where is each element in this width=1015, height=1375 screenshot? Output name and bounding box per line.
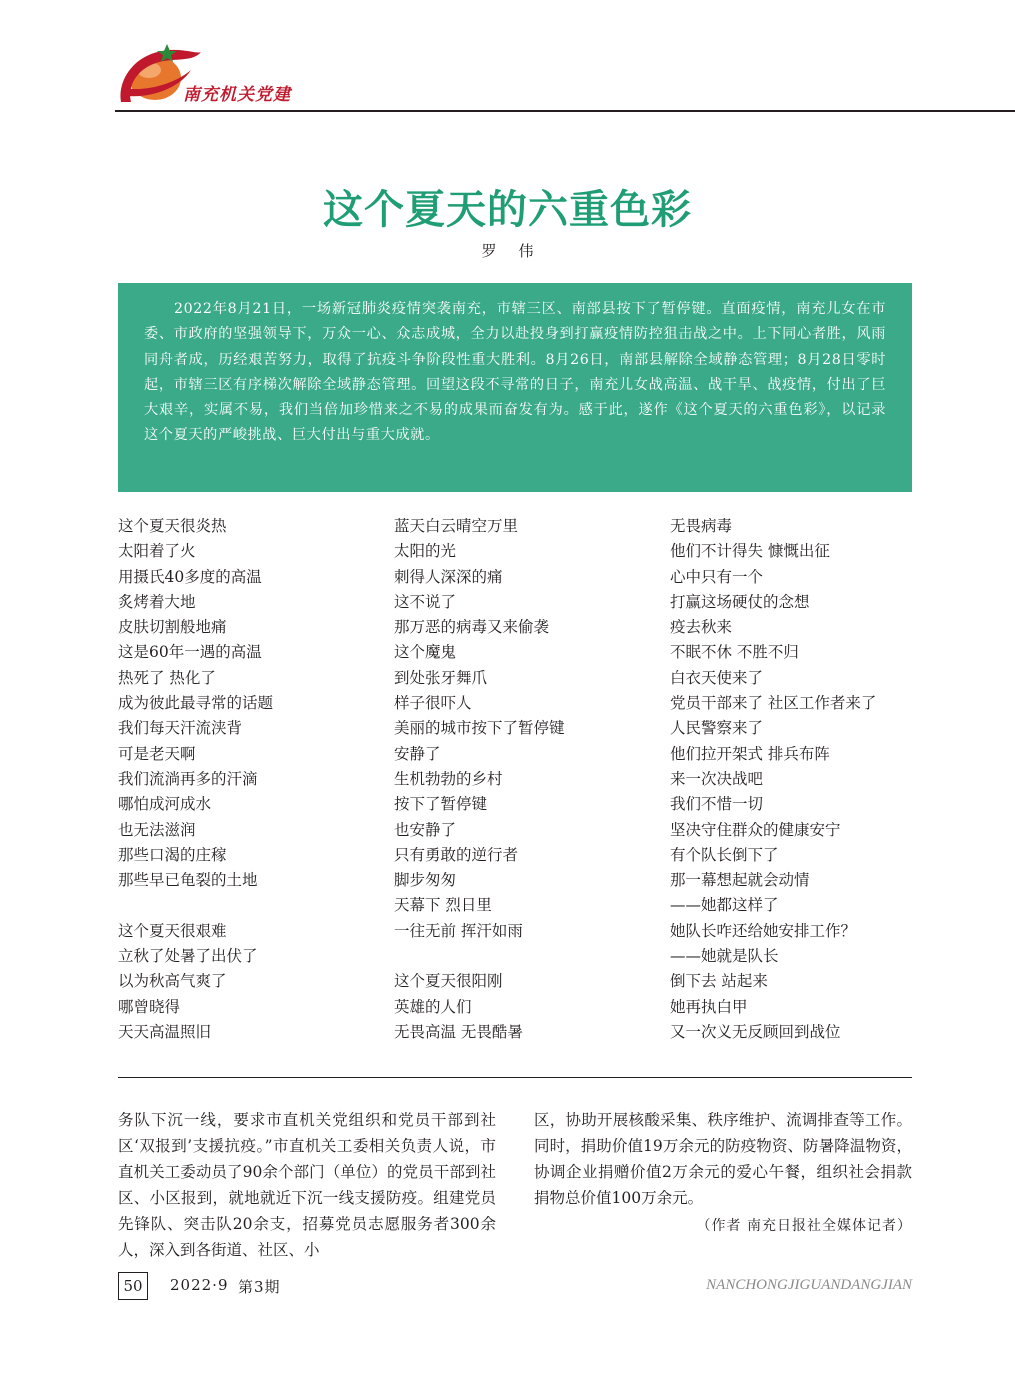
poem-line: 他们不计得失 慷慨出征 [670,542,830,561]
poem-line: 我们不惜一切 [670,795,764,814]
poem-line: 炙烤着大地 [118,592,196,611]
poem-line: 那万恶的病毒又来偷袭 [394,618,550,637]
poem-line: ——她都这样了 [670,896,779,915]
article-author: 罗伟 [481,242,556,260]
poem-line: 我们流淌再多的汗滴 [118,769,258,788]
poem-line: 我们每天汗流浃背 [118,719,243,738]
poem-line: 又一次义无反顾回到战位 [670,1022,841,1041]
poem-line: ——她就是队长 [670,947,779,966]
poem-line: 有个队长倒下了 [670,845,779,864]
body-paragraph: 务队下沉一线，要求市直机关党组织和党员干部到社区‘双报到’支援抗疫。”市直机关工委相关负责人说，市直机关工委动员了90余个部门（单位）的党员干部到社区、小区报到，就地就近下沉一线支援防疫。组建党员先锋队、突击队20余支，招募党员志愿服务者300余人，深入到各街道、社区、小 [118,1111,496,1259]
poem-line: 立秋了处暑了出伏了 [118,947,258,966]
poem-line: 他们拉开架式 排兵布阵 [670,744,830,763]
poem-line: 美丽的城市按下了暂停键 [394,719,565,738]
poem-line: 这个夏天很艰难 [118,921,227,940]
poem-line: 人民警察来了 [670,719,764,738]
body-paragraph: 区，协助开展核酸采集、秩序维护、流调排查等工作。同时，捐助价值19万余元的防疫物资、防暑降温物资，协调企业捐赠价值2万余元的爱心午餐，组织社会捐款捐物总价值100万余元。 [534,1111,912,1207]
poem-line: 这个夏天很炎热 [118,517,227,535]
poem-line: 也无法滋润 [118,820,196,839]
poem-line: 她再执白甲 [670,997,748,1016]
poem-line: 她队长咋还给她安排工作？ [670,921,857,940]
poem-line: 这个魔鬼 [394,643,457,662]
page-footer [118,1272,912,1300]
page-number: 50 [118,1272,148,1300]
article-title: 这个夏天的六重色彩 [323,186,692,233]
poem-line: 天幕下 烈日里 [394,896,492,915]
poem-line: 蓝天白云晴空万里 [394,517,519,535]
poem-line: 用摄氏40多度的高温 [118,567,262,586]
poem-line: 可是老天啊 [118,744,196,763]
poem-line: 那些早已龟裂的土地 [118,871,258,890]
poem-line: 成为彼此最寻常的话题 [118,694,274,713]
body-column-right [534,1107,912,1239]
poem-line: 疫去秋来 [670,618,733,637]
issue-date: 2022·9 [170,1276,229,1294]
magazine-name: 南充机关党建 [183,85,291,105]
poem-line: 刺得人深深的痛 [394,567,503,586]
poem-line: 倒下去 站起来 [670,972,768,991]
poem-line: 那一幕想起就会动情 [670,871,810,890]
poem-line: 样子很吓人 [394,694,472,713]
page-header [115,40,1015,115]
poem-line: 打赢这场硬仗的念想 [670,592,810,611]
poem-line: 按下了暂停键 [394,795,488,814]
author-byline: （作者 南充日报社全媒体记者） [696,1218,912,1234]
poem-line: 太阳的光 [394,542,457,561]
intro-box [118,283,912,492]
section-divider [118,1077,912,1078]
poem-line: 白衣天使来了 [670,668,764,687]
body-column-left [118,1107,496,1263]
poem-line: 这是60年一遇的高温 [118,643,262,662]
poem-line: 一往无前 挥汗如雨 [394,921,523,940]
poem-line [394,944,654,969]
poem-line: 皮肤切割般地痛 [118,618,227,637]
poem-line: 那些口渴的庄稼 [118,845,227,864]
poem-line: 党员干部来了 社区工作者来了 [670,694,877,713]
poem-line: 心中只有一个 [670,567,764,586]
magazine-pinyin: NANCHONGJIGUANDANGJIAN [706,1277,912,1293]
poem-line: 坚决守住群众的健康安宁 [670,820,841,839]
poem-line: 只有勇敢的逆行者 [394,845,519,864]
poem-line: 这不说了 [394,592,457,611]
header-rule [115,110,1015,112]
poem-column-3 [670,514,930,1045]
poem-line: 无畏病毒 [670,517,733,535]
poem-line: 哪曾晓得 [118,997,181,1016]
poem-line [118,893,378,918]
poem-column-1 [118,514,378,1045]
poem-line: 天天高温照旧 [118,1022,212,1041]
poem-column-2 [394,514,654,1045]
poem-line: 脚步匆匆 [394,871,457,890]
poem-line: 来一次决战吧 [670,769,764,788]
poem-line: 到处张牙舞爪 [394,668,488,687]
poem-line: 哪怕成河成水 [118,795,212,814]
poem-line: 也安静了 [394,820,457,839]
poem-line: 不眠不休 不胜不归 [670,643,799,662]
intro-text: 2022年8月21日，一场新冠肺炎疫情突袭南充，市辖三区、南部县按下了暂停键。直面疫情，南充儿女在市委、市政府的坚强领导下，万众一心、众志成城，全力以赴投身到打赢疫情防控狙击战之中。上下同心者胜，风雨同舟者成，历经艰苦努力，取得了抗疫斗争阶段性重大胜利。8月26日，南部县解除全域静态管理；8月28日零时起，市辖三区有序梯次解除全域静态管理。回望这段不寻常的日子，南充儿女战高温、战干旱、战疫情，付出了巨大艰辛，实属不易，我们当倍加珍惜来之不易的成果而奋发有为。感于此，遂作《这个夏天的六重色彩》，以记录这个夏天的严峻挑战、巨大付出与重大成就。 [144,301,886,444]
poem-line: 太阳着了火 [118,542,196,561]
issue-number: 第3期 [238,1278,281,1296]
poem-line: 生机勃勃的乡村 [394,769,503,788]
poem-line: 英雄的人们 [394,997,472,1016]
poem-line: 安静了 [394,744,441,763]
poem-line: 无畏高温 无畏酷暑 [394,1022,523,1041]
poem-line: 热死了 热化了 [118,668,216,687]
poem-line: 以为秋高气爽了 [118,972,227,991]
poem-line: 这个夏天很阳刚 [394,972,503,991]
